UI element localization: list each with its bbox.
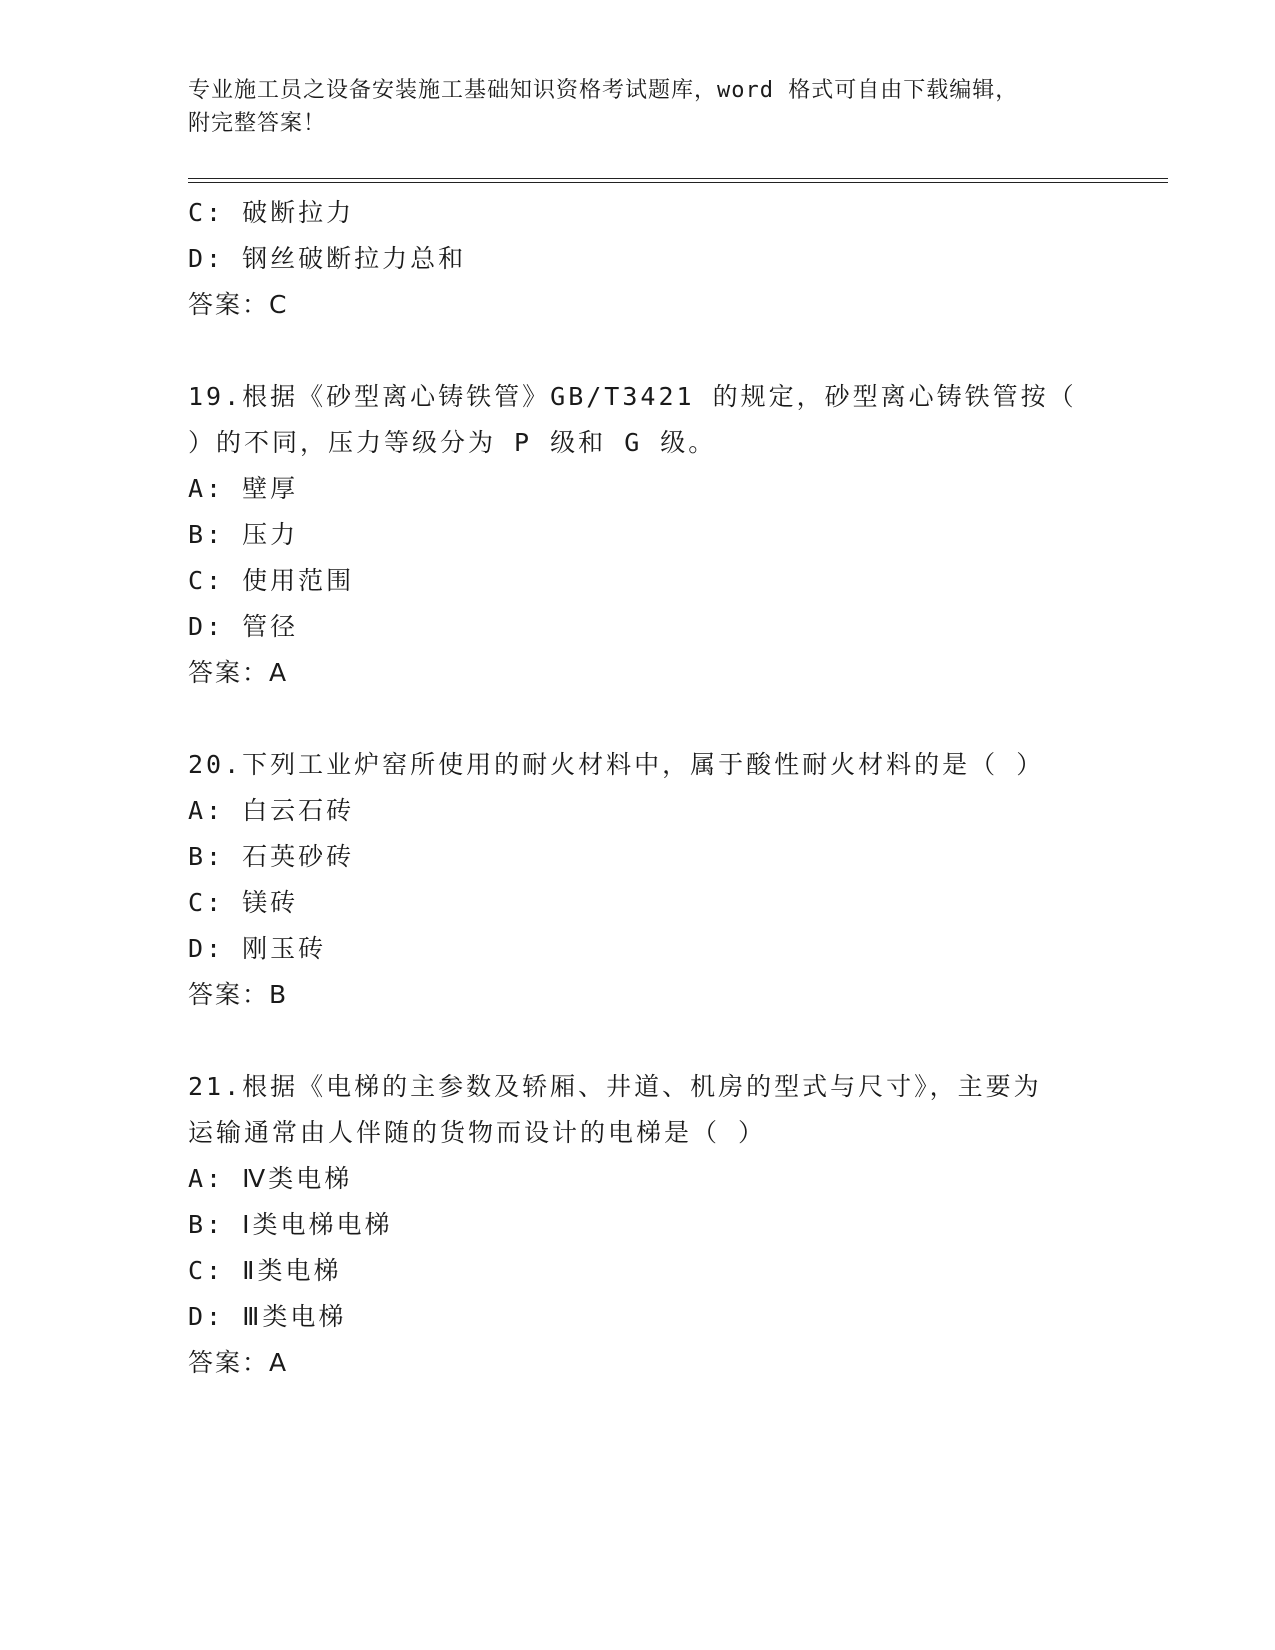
option-a: A: Ⅳ类电梯: [188, 1164, 353, 1193]
spacer: [188, 1018, 1168, 1064]
option-d: D: 管径: [188, 612, 299, 641]
question-20: [188, 742, 1168, 1018]
previous-question-tail: [188, 190, 1168, 328]
option-b: B: 压力: [188, 520, 299, 549]
question-19: [188, 374, 1168, 696]
question-list: [188, 190, 1168, 1386]
question-stem-line: 运输通常由人伴随的货物而设计的电梯是（ ）: [188, 1118, 767, 1147]
header-divider: [188, 178, 1168, 183]
option-c: C: 使用范围: [188, 566, 355, 595]
answer-line: 答案：C: [188, 290, 289, 319]
answer-line: 答案：B: [188, 980, 289, 1009]
question-stem-line: 20.下列工业炉窑所使用的耐火材料中，属于酸性耐火材料的是（ ）: [188, 750, 1045, 779]
question-stem-line: 19.根据《砂型离心铸铁管》GB/T3421 的规定，砂型离心铸铁管按（: [188, 382, 1077, 411]
option-d: D: 刚玉砖: [188, 934, 327, 963]
option-b: B: Ⅰ类电梯电梯: [188, 1210, 393, 1239]
option-a: A: 壁厚: [188, 474, 299, 503]
option-c: C: 镁砖: [188, 888, 299, 917]
option-d: D: Ⅲ类电梯: [188, 1302, 347, 1331]
answer-line: 答案：A: [188, 658, 289, 687]
header-line-2: 附完整答案！: [188, 111, 327, 136]
answer-line: 答案：A: [188, 1348, 289, 1377]
question-21: [188, 1064, 1168, 1386]
question-stem-line: 21.根据《电梯的主参数及轿厢、井道、机房的型式与尺寸》，主要为: [188, 1072, 1042, 1101]
header-line-1: 专业施工员之设备安装施工基础知识资格考试题库，word 格式可自由下载编辑，: [188, 78, 1019, 103]
document-header: [188, 74, 1088, 140]
spacer: [188, 328, 1168, 374]
question-stem-line: ）的不同，压力等级分为 P 级和 G 级。: [188, 428, 717, 457]
option-a: A: 白云石砖: [188, 796, 355, 825]
spacer: [188, 696, 1168, 742]
option-c: C: 破断拉力: [188, 198, 355, 227]
option-b: B: 石英砂砖: [188, 842, 355, 871]
option-c: C: Ⅱ类电梯: [188, 1256, 342, 1285]
option-d: D: 钢丝破断拉力总和: [188, 244, 467, 273]
